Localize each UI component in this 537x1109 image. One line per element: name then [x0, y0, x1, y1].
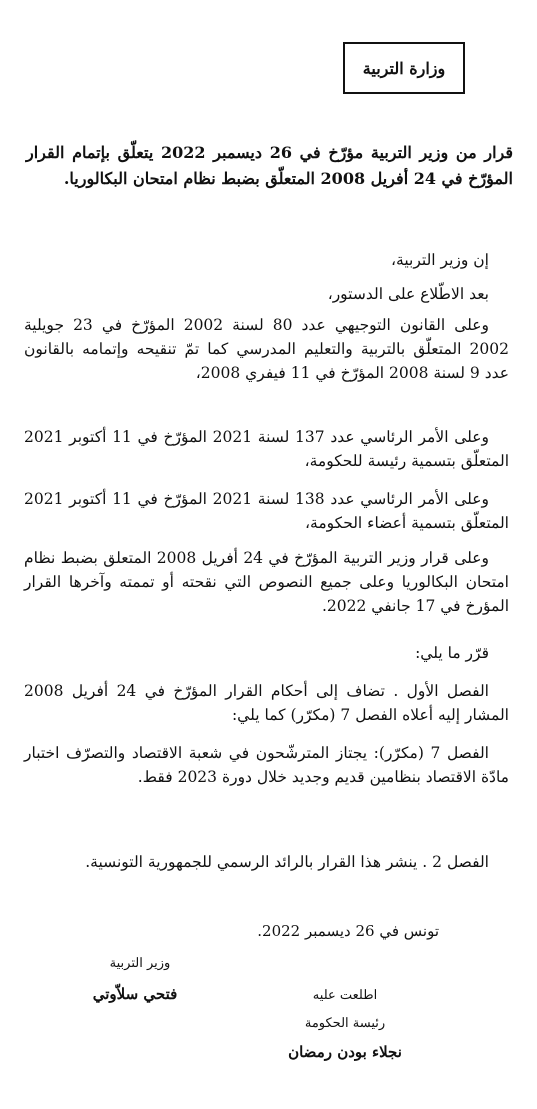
- paragraph-bac-decision: وعلى قرار وزير التربية المؤرّخ في 24 أفريل 2008 المتعلق بضبط نظام امتحان البكالوريا وعلى جميع النصوص التي نقحته أو تممته وآخرها القرار المؤرخ في 17 جانفي 2022.: [24, 549, 509, 615]
- minister-name: فتحي سلاّوتي: [92, 985, 178, 1003]
- pm-name: نجلاء بودن رمضان: [288, 1043, 402, 1061]
- ministry-header-box: [343, 42, 465, 94]
- pm-title: رئيسة الحكومة: [304, 1016, 386, 1031]
- paragraph-intro: إن وزير التربية،: [391, 251, 489, 269]
- ministry-name: وزارة التربية: [362, 58, 446, 78]
- paragraph-constitution: بعد الاطّلاع على الدستور،: [327, 285, 489, 303]
- minister-title: وزير التربية: [109, 956, 171, 971]
- paragraph-orientation-law: وعلى القانون التوجيهي عدد 80 لسنة 2002 المؤرّخ في 23 جويلية 2002 المتعلّق بالتربية والتعليم المدرسي كما تمّ تنقيحه وإتمامه بالقانون عدد 9 لسنة 2008 المؤرّخ في 11 فيفري 2008،: [24, 316, 509, 382]
- decree-title: قرار من وزير التربية مؤرّخ في 26 ديسمبر 2022 يتعلّق بإتمام القرار المؤرّخ في 24 أفريل 2008 المتعلّق بضبط نظام امتحان البكالوريا.: [26, 143, 514, 188]
- paragraph-decree-138: وعلى الأمر الرئاسي عدد 138 لسنة 2021 المؤرّخ في 11 أكتوبر 2021 المتعلّق بتسمية أعضاء الحكومة،: [24, 490, 509, 532]
- paragraph-decree-137: وعلى الأمر الرئاسي عدد 137 لسنة 2021 المؤرّخ في 11 أكتوبر 2021 المتعلّق بتسمية رئيسة للحكومة،: [24, 428, 509, 470]
- paragraph-decides: قرّر ما يلي:: [415, 644, 489, 662]
- paragraph-article-1: الفصل الأول . تضاف إلى أحكام القرار المؤرّخ في 24 أفريل 2008 المشار إليه أعلاه الفصل 7 (مكرّر) كما يلي:: [24, 682, 509, 724]
- place-date: تونس في 26 ديسمبر 2022.: [257, 922, 439, 940]
- seen-label: اطلعت عليه: [312, 988, 378, 1003]
- paragraph-article-2: الفصل 2 . ينشر هذا القرار بالرائد الرسمي للجمهورية التونسية.: [85, 853, 489, 871]
- paragraph-article-7-bis: الفصل 7 (مكرّر): يجتاز المترشّحون في شعبة الاقتصاد والتصرّف اختبار مادّة الاقتصاد بنظامين قديم وجديد خلال دورة 2023 فقط.: [24, 744, 509, 786]
